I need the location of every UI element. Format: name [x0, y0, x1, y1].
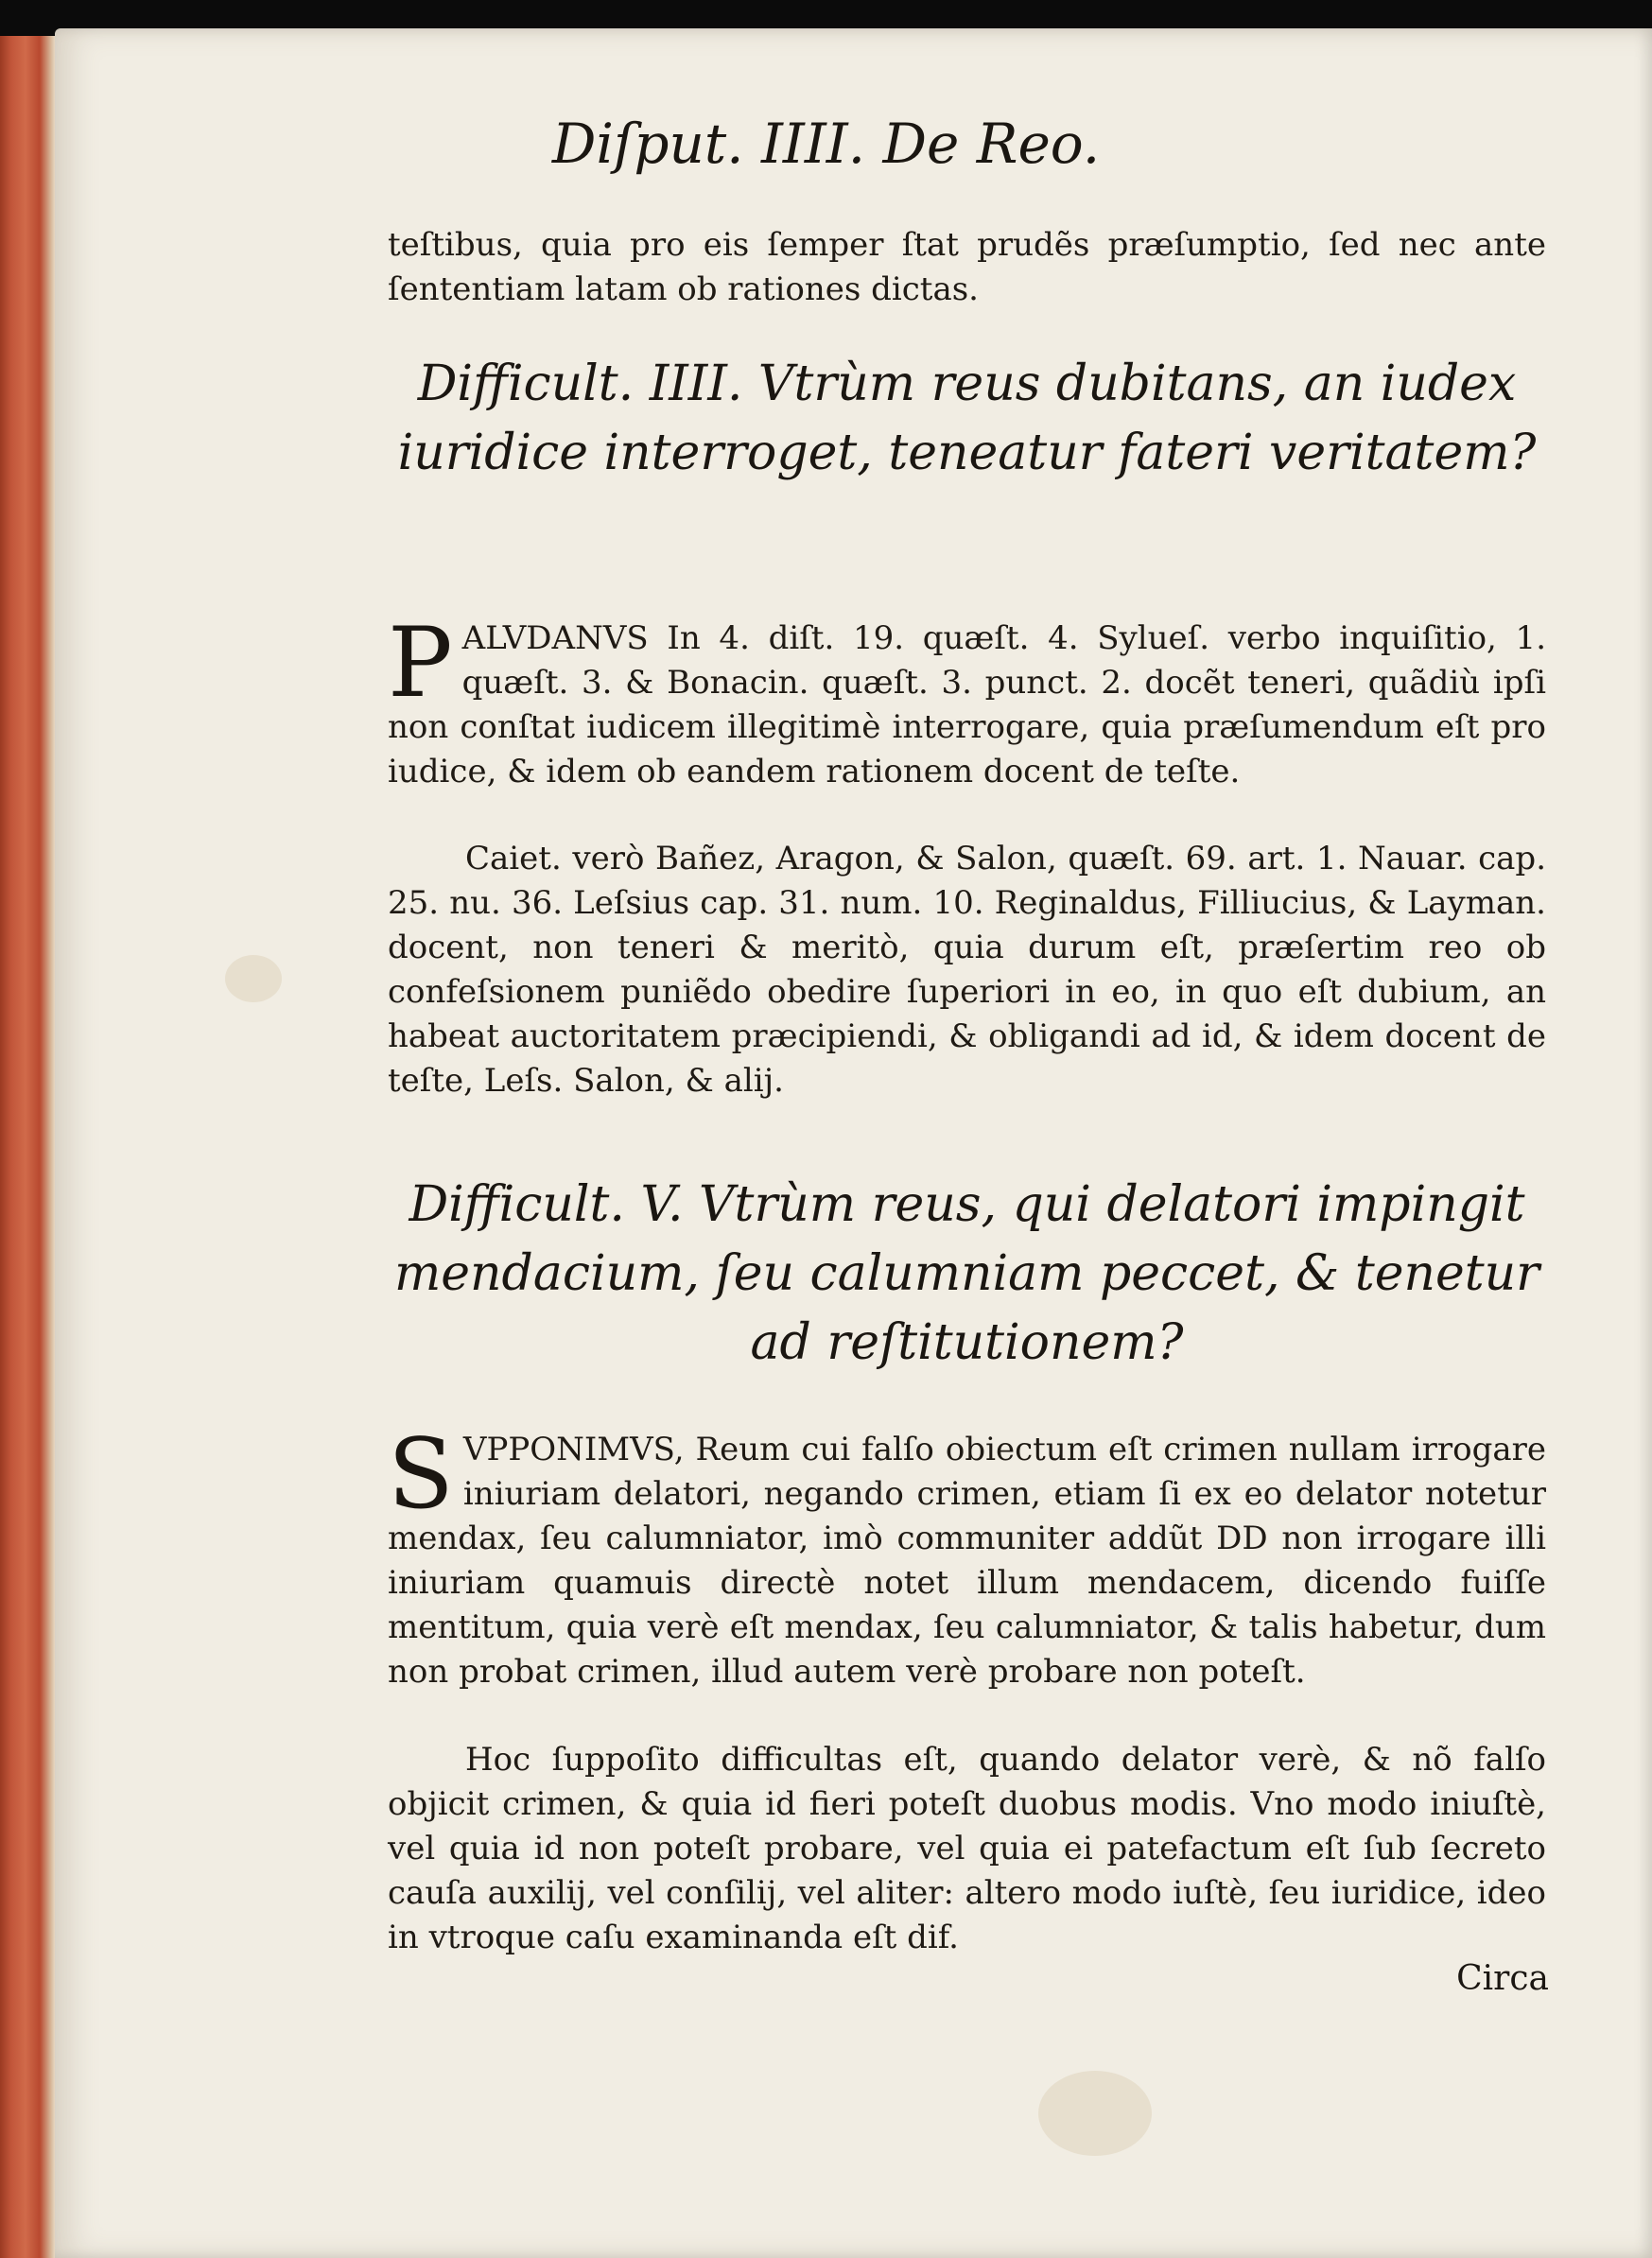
paragraph-text: VPPONIMVS, Reum cui falſo obiectum eſt crimen nullam irrogare iniuriam delatori, negando crimen, etiam ſi ex eo delator notetur mendax, ſeu calumniator, imò communiter addũt DD non irrogare illi iniuriam quamuis directè notet illum mendacem, dicendo fuiſſe mentitum, quia verè eſt mendax, ſeu calumniator, & talis habetur, dum non probat crimen, illud autem verè probare non poteſt.: [388, 1431, 1546, 1691]
paragraph-text: ALVDANVS In 4. diſt. 19. quæſt. 4. Sylueſ. verbo inquiſitio, 1. quæſt. 3. & Bonacin. quæſt. 3. punct. 2. docẽt teneri, quãdiù ipſi non conſtat iudicem illegitimè interrogare, quia præſumendum eſt pro iudice, & idem ob eandem rationem docent de teſte.: [388, 619, 1546, 790]
drop-cap: S: [388, 1418, 454, 1531]
catchword: Circa: [1456, 1959, 1549, 1998]
difficulty-4-title: Difficult. IIII. Vtrùm reus dubitans, an iudex iuridice interroget, teneatur fateri veritatem?: [397, 356, 1537, 481]
difficulty-4-paragraph-1: [388, 607, 1546, 794]
running-head: Diſput. IIII. De Reo.: [551, 112, 1101, 176]
paper-stain: [225, 955, 282, 1002]
difficulty-5-paragraph-2: Hoc ſuppoſito difficultas eſt, quando delator verè, & nõ falſo objicit crimen, & quia id fieri poteſt duobus modis. Vno modo iniuſtè, vel quia id non poteſt probare, vel quia ei patefactum eſt ſub ſecreto cauſa auxilij, vel conſilij, vel aliter: altero modo iuſtè, ſeu iuridice, ideo in vtroque caſu examinanda eſt dif.: [388, 1741, 1546, 1956]
intro-text: teſtibus, quia pro eis ſemper ſtat prudẽs præſumptio, ſed nec ante ſententiam latam ob rationes dictas.: [388, 226, 1546, 308]
difficulty-5-title: Difficult. V. Vtrùm reus, qui delatori impingit mendacium, ſeu calumniam peccet, & tenetur ad reſtitutionem?: [393, 1176, 1540, 1371]
difficulty-4-paragraph-2: Caiet. verò Bañez, Aragon, & Salon, quæſt. 69. art. 1. Nauar. cap. 25. nu. 36. Leſsius cap. 31. num. 10. Reginaldus, Filliucius, & Layman. docent, non teneri & meritò, quia durum eſt, præſertim reo ob confeſsionem puniẽdo obedire ſuperiori in eo, in quo eſt dubium, an habeat auctoritatem præcipiendi, & obligandi ad id, & idem docent de teſte, Leſs. Salon, & alij.: [388, 840, 1546, 1100]
drop-cap: P: [388, 607, 453, 720]
difficulty-5-paragraph-1: [388, 1418, 1546, 1694]
book-fore-edge: [0, 36, 57, 2258]
paper-stain: [1038, 2071, 1152, 2156]
